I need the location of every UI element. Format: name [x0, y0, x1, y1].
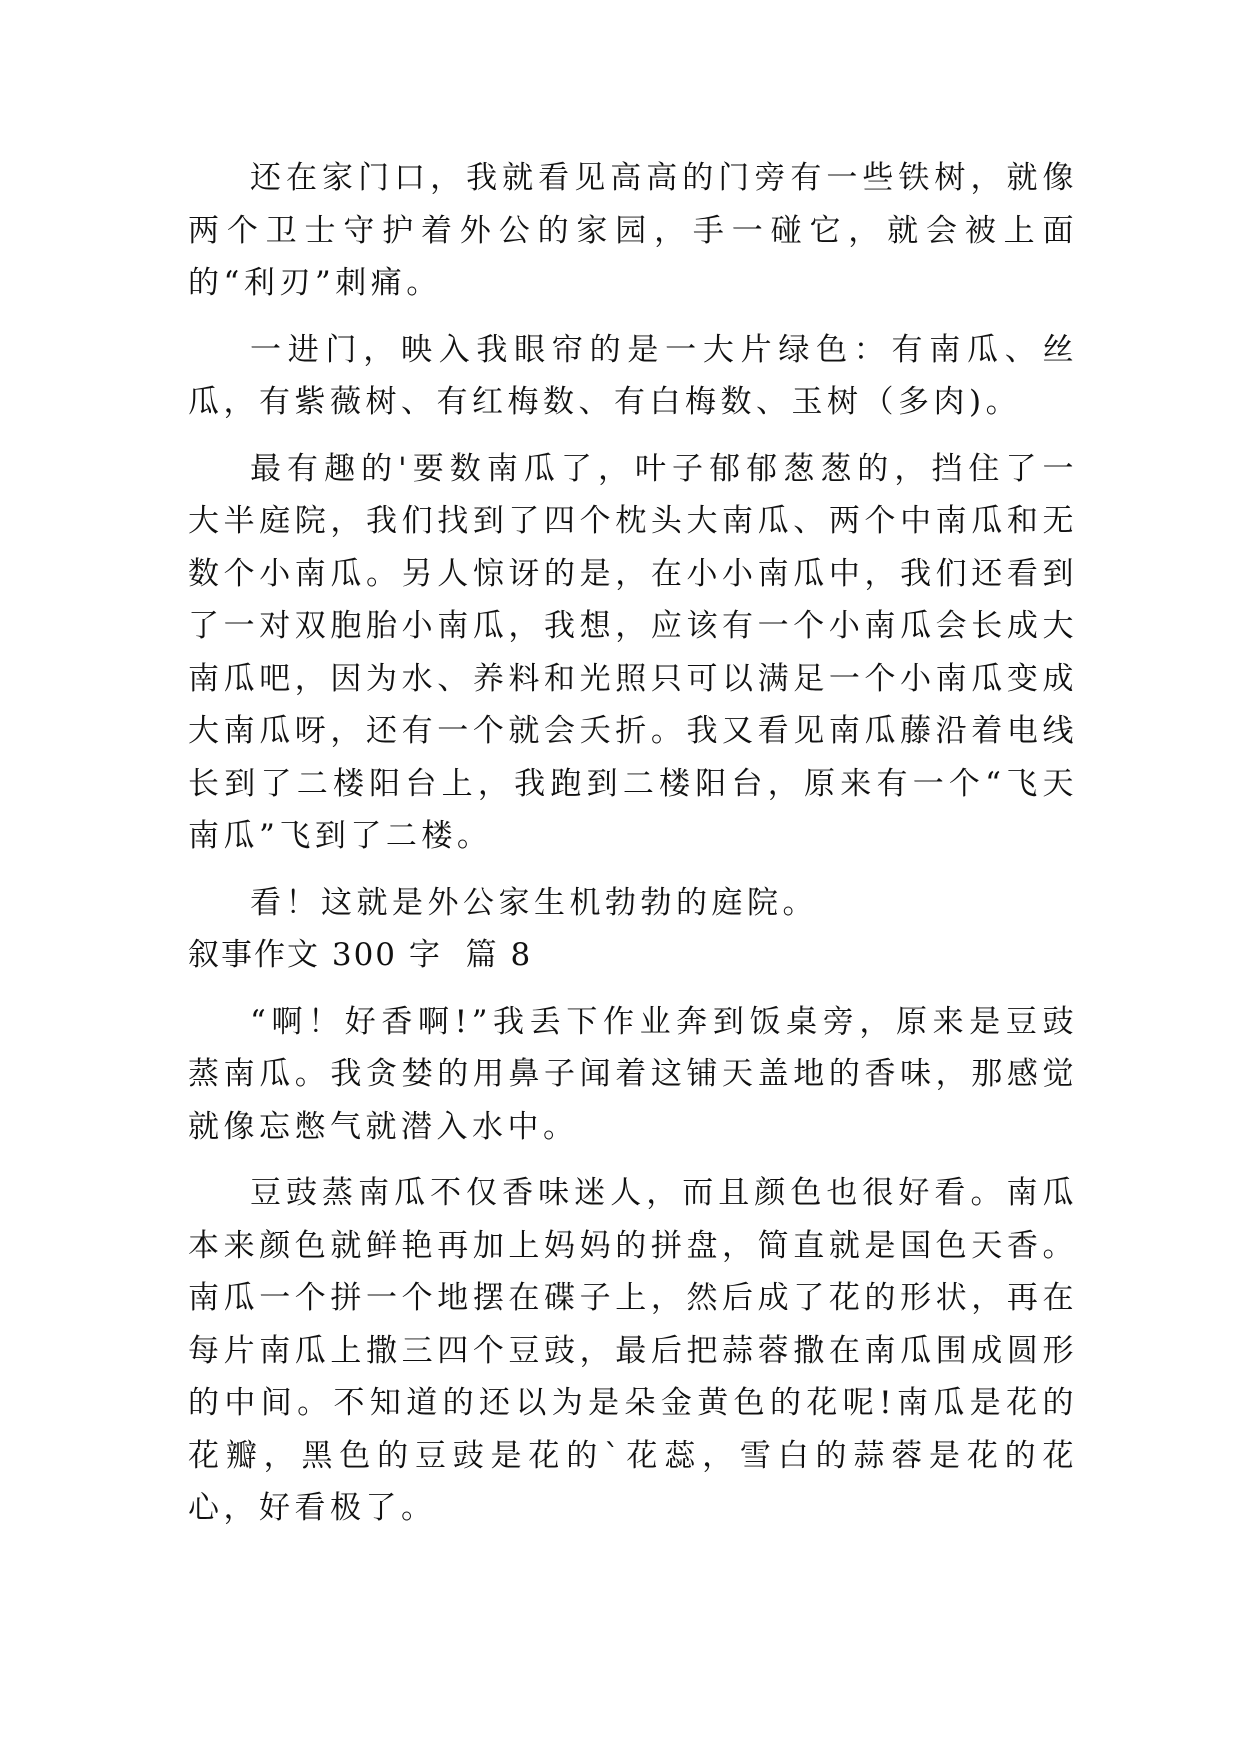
paragraph-conclusion: 看！这就是外公家生机勃勃的庭院。	[250, 884, 818, 921]
section-heading: 叙事作文 300 字 篇 8	[188, 937, 533, 973]
document-page	[188, 152, 1078, 1549]
paragraph-aroma: “啊！好香啊!”我丢下作业奔到饭桌旁，原来是豆豉蒸南瓜。我贪婪的用鼻子闻着这铺天盖地的香味，那感觉就像忘憋气就潜入水中。	[188, 1003, 1078, 1145]
paragraph-green-yard: 一进门，映入我眼帘的是一大片绿色：有南瓜、丝瓜，有紫薇树、有红梅数、有白梅数、玉树（多肉)。	[188, 331, 1078, 420]
paragraph-appearance: 豆豉蒸南瓜不仅香味迷人，而且颜色也很好看。南瓜本来颜色就鲜艳再加上妈妈的拼盘，简直就是国色天香。南瓜一个拼一个地摆在碟子上，然后成了花的形状，再在每片南瓜上撒三四个豆豉，最后把蒜蓉撒在南瓜围成圆形的中间。不知道的还以为是朵金黄色的花呢!南瓜是花的花瓣，黑色的豆豉是花的`花蕊，雪白的蒜蓉是花的花心，好看极了。	[188, 1175, 1078, 1526]
paragraph-iron-trees: 还在家门口，我就看见高高的门旁有一些铁树，就像两个卫士守护着外公的家园，手一碰它，就会被上面的“利刃”刺痛。	[188, 160, 1078, 301]
paragraph-pumpkins: 最有趣的'要数南瓜了，叶子郁郁葱葱的，挡住了一大半庭院，我们找到了四个枕头大南瓜、两个中南瓜和无数个小南瓜。另人惊讶的是，在小小南瓜中，我们还看到了一对双胞胎小南瓜，我想，应该有一个小南瓜会长成大南瓜吧，因为水、养料和光照只可以满足一个小南瓜变成大南瓜呀，还有一个就会夭折。我又看见南瓜藤沿着电线长到了二楼阳台上，我跑到二楼阳台，原来有一个“飞天南瓜”飞到了二楼。	[188, 450, 1078, 854]
